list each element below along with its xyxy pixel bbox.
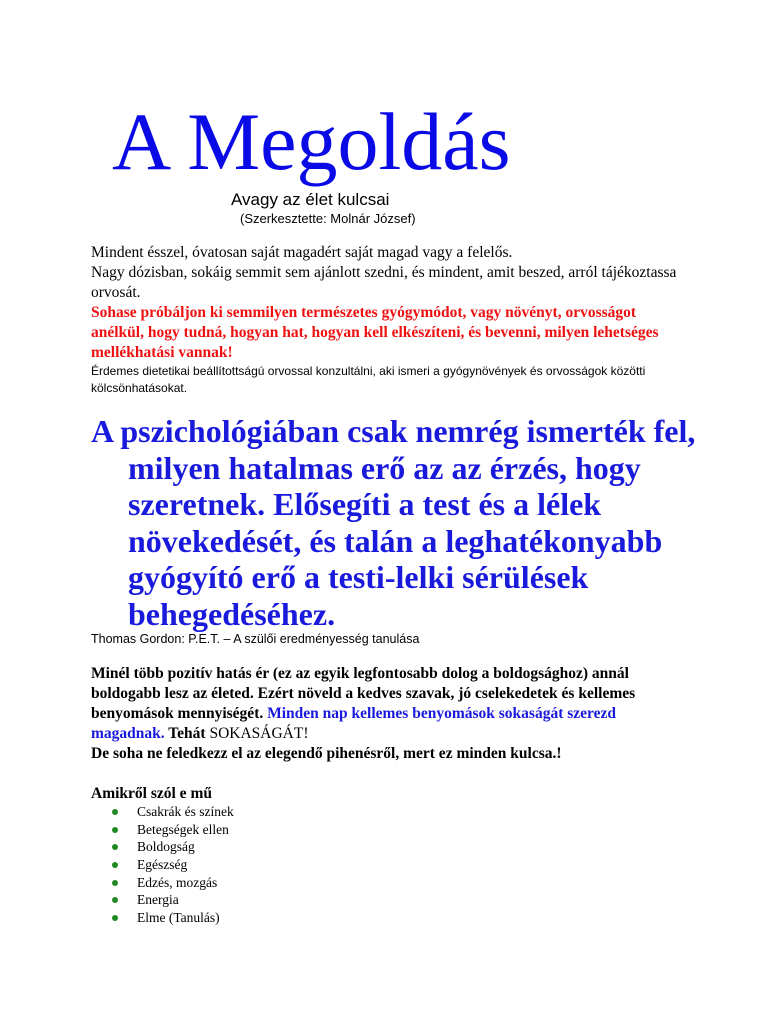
list-item <box>112 803 234 821</box>
topic-label: Elme (Tanulás) <box>137 910 220 926</box>
bullet-icon <box>112 862 118 868</box>
message-text: Tehát <box>164 725 210 742</box>
message-emphasis: SOKASÁGÁT! <box>209 725 309 742</box>
quote-block: A pszichológiában csak nemrég ismerték fel, milyen hatalmas erő az az érzés, hogy szeretnek. Elősegíti a test és a lélek növekedését, és talán a leghatékonyabb gyógyító erő a testi-lelki sérülések behegedéséhez. <box>91 413 696 632</box>
intro-line: Nagy dózisban, sokáig semmit sem ajánlott szedni, és mindent, amit beszed, arról tájékoztassa orvosát. <box>91 264 677 301</box>
message-highlight: Minden nap kellemes benyomások sokaságát szerezd magadnak. <box>91 705 617 742</box>
intro-paragraph <box>91 243 691 303</box>
editor-credit: (Szerkesztette: Molnár József) <box>240 211 416 226</box>
bullet-icon <box>112 880 118 886</box>
list-item <box>112 856 234 874</box>
topic-label: Csakrák és színek <box>137 804 234 819</box>
topic-label: Edzés, mozgás <box>137 874 218 890</box>
list-item <box>112 838 234 856</box>
topic-label: Betegségek ellen <box>137 821 229 837</box>
intro-line: Mindent ésszel, óvatosan saját magadért saját magad vagy a felelős. <box>91 244 513 261</box>
message-closing: De soha ne feledkezz el az elegendő pihenésről, mert ez minden kulcsa.! <box>91 745 562 762</box>
bullet-icon <box>112 827 118 833</box>
list-item <box>112 821 234 839</box>
message-paragraph <box>91 664 671 764</box>
topic-label: Energia <box>137 892 179 908</box>
list-item <box>112 891 234 909</box>
bullet-icon <box>112 844 118 850</box>
topic-label: Egészség <box>137 857 188 873</box>
topic-list <box>112 803 234 927</box>
list-item <box>112 909 234 927</box>
list-item <box>112 874 234 892</box>
warning-paragraph: Sohase próbáljon ki semmilyen természetes gyógymódot, vagy növényt, orvosságot anélkül, hogy tudná, hogyan hat, hogyan kell elkészíteni, és bevenni, milyen lehetséges mellékhatási vannak! <box>91 304 659 361</box>
bullet-icon <box>112 809 118 815</box>
message-text: Minél több pozitív hatás ér (ez az egyik legfontosabb dolog a boldogsághoz) annál boldogabb lesz az életed. Ezért növeld a kedves szavak, jó cselekedetek és kellemes benyomások mennyiségét. <box>91 665 636 722</box>
page-title: A Megoldás <box>112 96 511 187</box>
bullet-icon <box>112 915 118 921</box>
quote-source: Thomas Gordon: P.E.T. – A szülői eredményesség tanulása <box>91 632 420 646</box>
note-paragraph: Érdemes dietetikai beállítottságú orvossal konzultálni, aki ismeri a gyógynövények és orvosságok közötti kölcsönhatásokat. <box>91 364 646 395</box>
topic-label: Boldogság <box>137 839 195 855</box>
bullet-icon <box>112 897 118 903</box>
section-heading: Amikről szól e mű <box>91 785 212 802</box>
page-subtitle: Avagy az élet kulcsai <box>231 190 390 209</box>
